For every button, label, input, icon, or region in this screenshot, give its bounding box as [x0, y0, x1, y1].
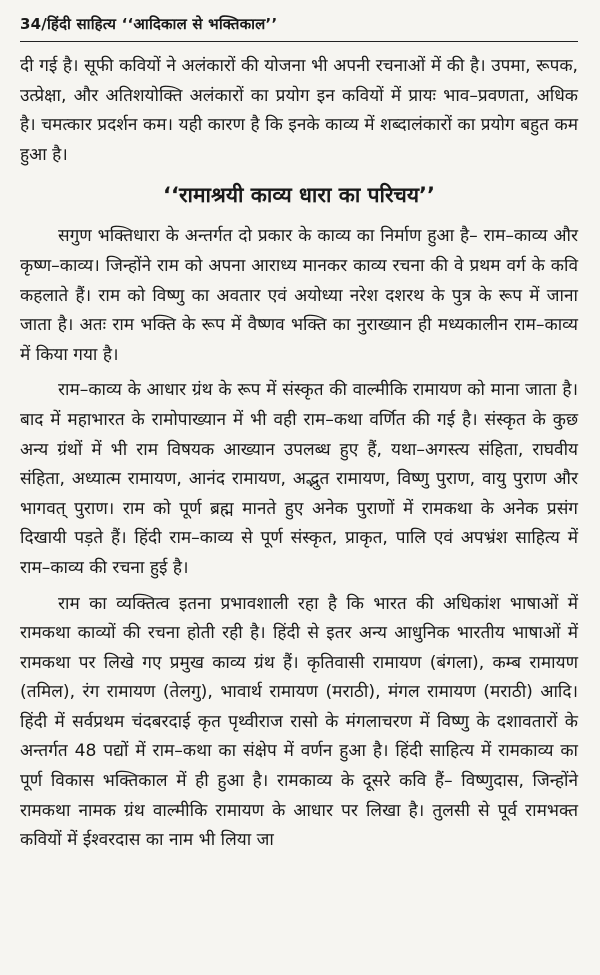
- paragraph-2: राम–काव्य के आधार ग्रंथ के रूप में संस्कृत की वाल्मीकि रामायण को माना जाता है। बाद में महाभारत के रामोपाख्यान में भी वही राम–कथा वर्णित की गई है। संस्कृत के कुछ अन्य ग्रंथों में भी राम विषयक आख्यान उपलब्ध हुए हैं, यथा–अगस्त्य संहिता, राघवीय संहिता, अध्यात्म रामायण, आनंद रामायण, अद्भुत रामायण, विष्णु पुराण, वायु पुराण और भागवत् पुराण। राम को पूर्ण ब्रह्म मानते हुए अनेक पुराणों में रामकथा के अनेक प्रसंग दिखायी पड़ते हैं। हिंदी राम–काव्य से पूर्ण संस्कृत, प्राकृत, पालि एवं अपभ्रंश साहित्य में राम–काव्य की रचना हुई है।: [20, 380, 578, 578]
- paragraph-1: सगुण भक्तिधारा के अन्तर्गत दो प्रकार के काव्य का निर्माण हुआ है– राम–काव्य और कृष्ण–काव्य। जिन्होंने राम को अपना आराध्य मानकर काव्य रचना की वे प्रथम वर्ग के कवि कहलाते हैं। राम को विष्णु का अवतार एवं अयोध्या नरेश दशरथ के पुत्र के रूप में जाना जाता है। अतः राम भक्ति के रूप में वैष्णव भक्ति का नुराख्यान ही मध्यकालीन राम–काव्य में किया गया है।: [20, 226, 578, 365]
- paragraph-3: राम का व्यक्तित्व इतना प्रभावशाली रहा है कि भारत की अधिकांश भाषाओं में रामकथा काव्यों की रचना होती रही है। हिंदी से इतर अन्य आधुनिक भारतीय भाषाओं में रामकथा पर लिखे गए प्रमुख काव्य ग्रंथ हैं। कृतिवासी रामायण (बंगला), कम्ब रामायण (तमिल), रंग रामायण (तेलगु), भावार्थ रामायण (मराठी), मंगल रामायण (मराठी) आदि। हिंदी में सर्वप्रथम चंदबरदाई कृत पृथ्वीराज रासो के मंगलाचरण में विष्णु के दशावतारों के अन्तर्गत 48 पद्यों में राम–कथा का संक्षेप में वर्णन हुआ है। हिंदी साहित्य में रामकाव्य का पूर्ण विकास भक्तिकाल में ही हुआ है। रामकाव्य के दूसरे कवि हैं– विष्णुदास, जिन्होंने रामकथा नामक ग्रंथ वाल्मीकि रामायण के आधार पर लिखा है। तुलसी से पूर्व रामभक्त कवियों में ईश्वरदास का नाम भी लिया जा: [20, 593, 578, 851]
- page-body: [20, 52, 578, 856]
- header-rule: [20, 41, 578, 42]
- section-heading: ‘‘रामाश्रयी काव्य धारा का परिचय’’: [162, 183, 435, 208]
- running-header: [20, 14, 578, 40]
- header-title: 34/हिंदी साहित्य ‘‘आदिकाल से भक्तिकाल’’: [20, 15, 278, 33]
- paragraph-continued: दी गई है। सूफी कवियों ने अलंकारों की योजना भी अपनी रचनाओं में की है। उपमा, रूपक, उत्प्रेक्षा, और अतिशयोक्ति अलंकारों का प्रयोग इन कवियों में प्रायः भाव–प्रवणता, अधिक है। चमत्कार प्रदर्शन कम। यही कारण है कि इनके काव्य में शब्दालंकारों का प्रयोग बहुत कम हुआ है।: [20, 56, 578, 165]
